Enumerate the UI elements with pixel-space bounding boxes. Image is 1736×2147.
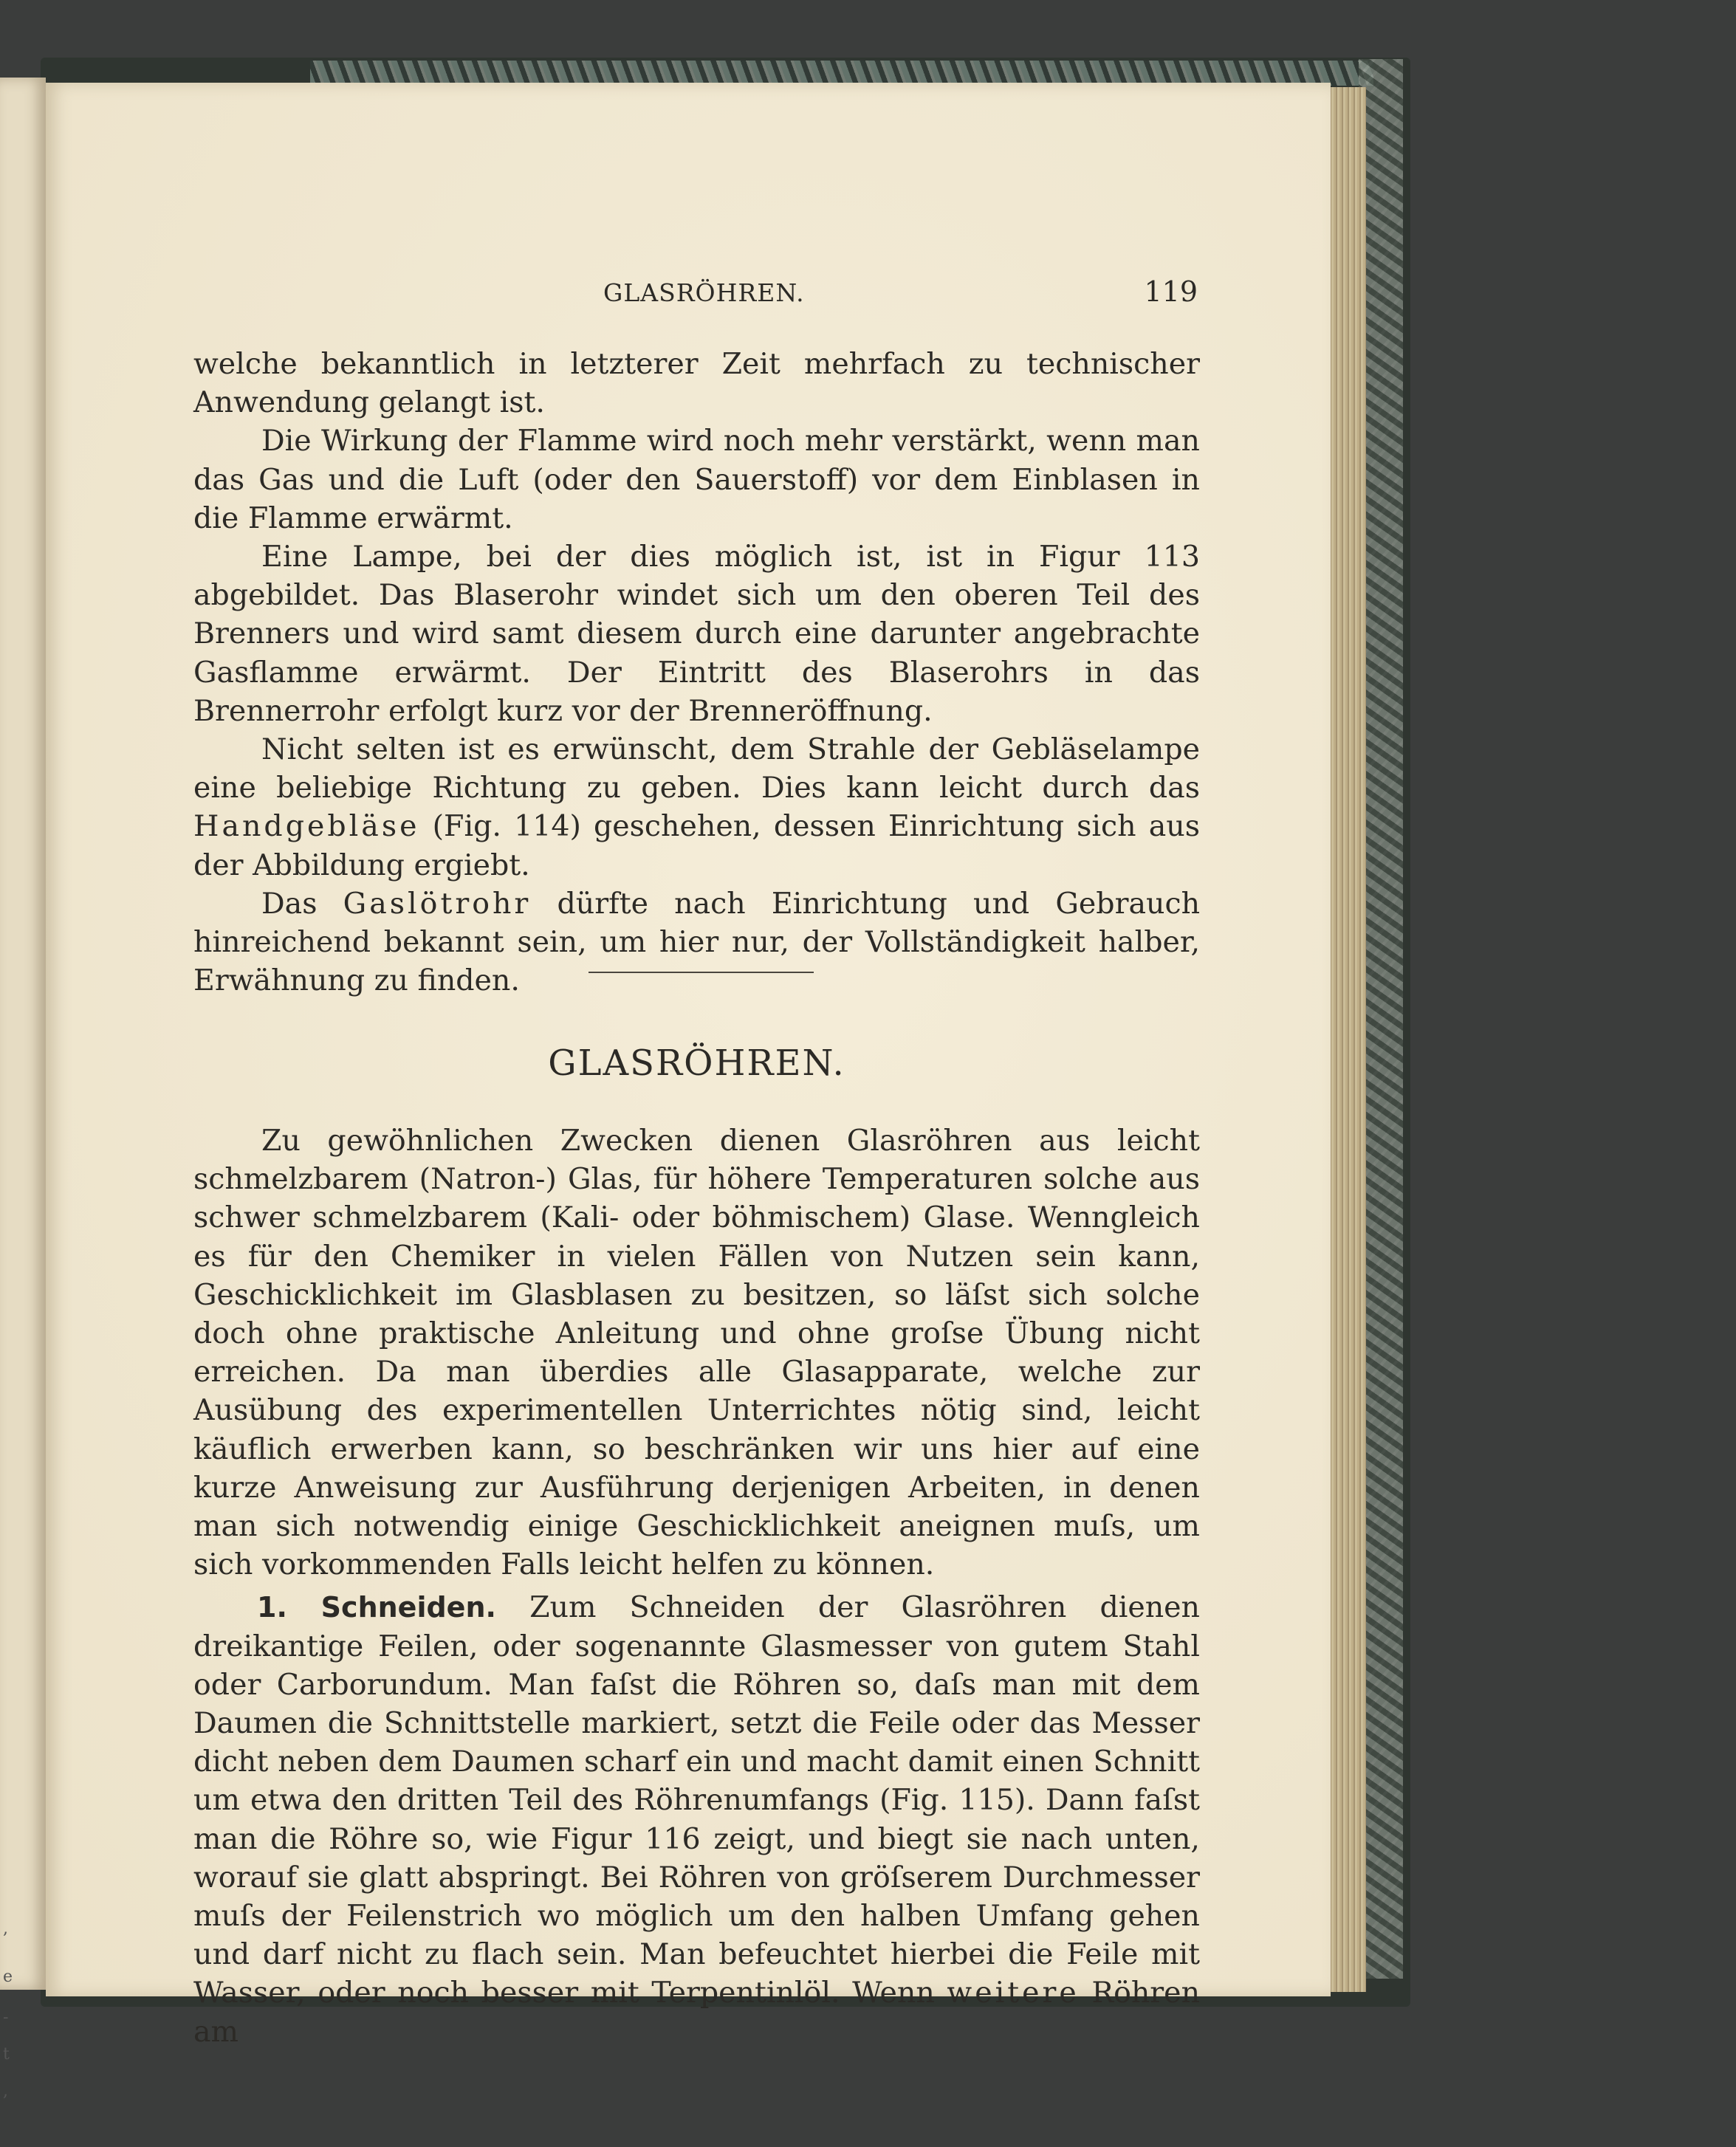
spaced-term: weitere	[947, 1976, 1080, 2010]
paragraph	[193, 730, 1200, 884]
section-divider	[589, 972, 814, 973]
left-margin-mark: e	[3, 1968, 13, 1986]
text-run: dürfte nach Einrichtung und Gebrauch hinreichend bekannt sein, um hier nur, der Vollständigkeit halber, Erwähnung zu finden.	[193, 886, 1201, 998]
paragraph	[193, 1588, 1200, 2050]
run-in-heading: 1. Schneiden.	[257, 1591, 496, 1624]
text-run: Röhren am	[193, 1976, 1201, 2049]
running-head-title: GLASRÖHREN.	[603, 278, 805, 307]
text-run: (Fig. 114) geschehen, dessen Einrichtung sich aus der Abbildung ergiebt.	[193, 809, 1200, 882]
left-margin-mark: t	[3, 2045, 10, 2064]
paragraph: Zu gewöhnlichen Zwecken dienen Glasröhren aus leicht schmelzbarem (Natron-) Glas, für höhere Temperaturen solche aus schwer schmelzbarem (Kali- oder böhmischem) Glase. Wenngleich es für den Chemiker in vielen Fällen von Nutzen sein kann, Geschicklichkeit im Glasblasen zu besitzen, so läſst sich solche doch ohne praktische Anleitung und ohne groſse Übung nicht erreichen. Da man überdies alle Glasapparate, welche zur Ausübung des experimentellen Unterrichtes nötig sind, leicht käuflich erwerben kann, so beschränken wir uns hier auf eine kurze Anweisung zur Ausführung derjenigen Arbeiten, in denen man sich notwendig einige Geschicklichkeit aneignen muſs, um sich vorkommenden Falls leicht helfen zu können.	[193, 1124, 1200, 1582]
paragraph: Eine Lampe, bei der dies möglich ist, ist in Figur 113 abgebildet. Das Blaserohr windet sich um den oberen Teil des Brenners und wird samt diesem durch eine darunter angebrachte Gasflamme erwärmt. Der Eintritt des Blaserohrs in das Brennerrohr erfolgt kurz vor der Brenneröffnung.	[193, 540, 1200, 728]
spaced-term: Gaslötrohr	[343, 886, 532, 921]
section-2-text	[193, 1121, 1200, 2051]
section-1-text	[193, 345, 1200, 1000]
running-head	[193, 275, 1198, 311]
text-run: Zum Schneiden der Glasröhren dienen dreikantige Feilen, oder sogenannte Glasmesser von gutem Stahl oder Carborundum. Man faſst die Röhren so, daſs man mit dem Daumen die Schnittstelle markiert, setzt die Feile oder das Messer dicht neben dem Daumen scharf ein und macht damit einen Schnitt um etwa den dritten Teil des Röhrenumfangs (Fig. 115). Dann faſst man die Röhre so, wie Figur 116 zeigt, und biegt sie nach unten, worauf sie glatt abspringt. Bei Röhren von gröſserem Durchmesser muſs der Feilenstrich wo möglich um den halben Umfang gehen und darf nicht zu flach sein. Man befeuchtet hierbei die Feile mit Wasser, oder noch besser mit Terpentinlöl. Wenn	[193, 1590, 1200, 2010]
marbled-edge-top	[310, 61, 1373, 86]
section-heading: GLASRÖHREN.	[548, 1042, 845, 1084]
text-run: Das	[261, 886, 318, 921]
text-run: Nicht selten ist es erwünscht, dem Strahle der Gebläselampe eine beliebige Richtung zu geben. Dies kann leicht durch das	[193, 732, 1200, 805]
spaced-term: Handgebläse	[193, 809, 420, 844]
paragraph	[193, 884, 1200, 1000]
paragraph: Die Wirkung der Flamme wird noch mehr verstärkt, wenn man das Gas und die Luft (oder den Sauerstoff) vor dem Einblasen in die Flamme erwärmt.	[193, 424, 1200, 535]
book-page	[46, 83, 1331, 2049]
page-number: 119	[1144, 275, 1198, 308]
left-margin-mark: ,	[3, 1920, 8, 1938]
paragraph: welche bekanntlich in letzterer Zeit mehrfach zu technischer Anwendung gelangt ist.	[193, 347, 1200, 420]
left-margin-mark: ,	[3, 2082, 8, 2100]
left-margin-mark: -	[3, 2008, 9, 2027]
left-page-strip	[0, 78, 46, 2100]
